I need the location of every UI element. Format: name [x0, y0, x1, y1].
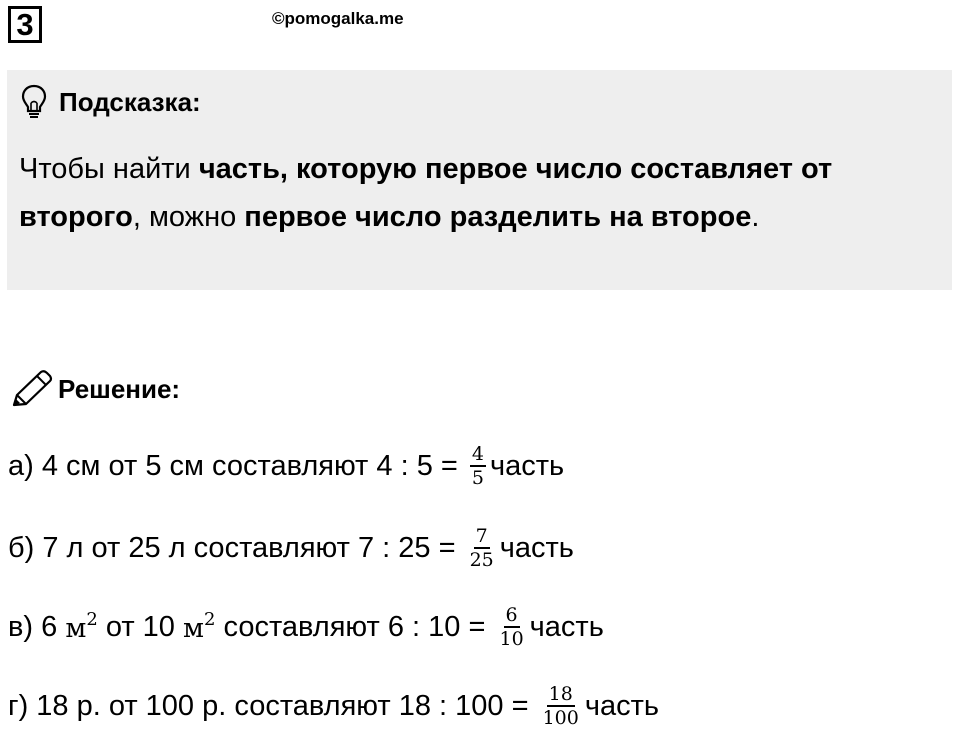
solution-title-text: Решение: [58, 373, 181, 404]
unit-2-base: м [182, 612, 204, 644]
hint-title-text: Подсказка: [59, 86, 201, 117]
line-b-text: б) 7 л от 25 л составляют 7 : 25 = [8, 531, 464, 564]
solution-line-d [8, 683, 659, 729]
solution-line-c [8, 604, 604, 650]
hint-text-2: , можно [132, 201, 245, 233]
fraction-c [497, 604, 525, 650]
unit-1-base: м [65, 612, 87, 644]
fraction-b-denominator: 25 [469, 549, 494, 571]
hint-text [19, 145, 939, 241]
solution-line-b [8, 525, 574, 571]
unit-square-meter-2 [182, 608, 216, 644]
task-number-box: 3 [8, 6, 42, 43]
line-c-mid: от 10 [97, 610, 183, 643]
fraction-a-numerator: 4 [471, 443, 484, 465]
fraction-b-numerator: 7 [475, 525, 488, 547]
watermark: ©pomogalka.me [272, 9, 404, 28]
hint-box [7, 70, 952, 290]
pencil-icon [10, 369, 54, 409]
line-d-suffix: часть [584, 689, 659, 722]
hint-text-end: . [751, 201, 760, 233]
solution-title [10, 369, 180, 409]
line-d-text: г) 18 р. от 100 р. составляют 18 : 100 = [8, 689, 537, 722]
unit-1-exponent: 2 [86, 608, 98, 630]
fraction-a [470, 443, 486, 489]
fraction-b [468, 525, 496, 571]
unit-2-exponent: 2 [204, 608, 216, 630]
unit-square-meter-1 [65, 608, 98, 644]
hint-text-1: Чтобы найти [19, 153, 199, 185]
hint-title [21, 84, 201, 120]
solution-line-a [8, 443, 564, 489]
fraction-c-numerator: 6 [505, 604, 518, 626]
fraction-d-numerator: 18 [548, 683, 573, 705]
fraction-d [541, 683, 581, 729]
line-a-suffix: часть [489, 449, 565, 482]
line-b-suffix: часть [499, 531, 574, 564]
line-c-suffix: часть [529, 610, 604, 643]
hint-text-bold-1: часть, которую первое число составляет от второго [19, 153, 833, 233]
fraction-d-denominator: 100 [542, 707, 579, 729]
lightbulb-icon [21, 84, 47, 120]
line-c-text: составляют 6 : 10 = [215, 610, 494, 643]
line-c-lead: в) 6 [8, 610, 66, 643]
fraction-a-denominator: 5 [471, 467, 484, 489]
fraction-c-denominator: 10 [499, 628, 524, 650]
hint-text-bold-2: первое число разделить на второе [244, 201, 752, 233]
line-a-text: а) 4 см от 5 см составляют 4 : 5 = [8, 449, 466, 482]
